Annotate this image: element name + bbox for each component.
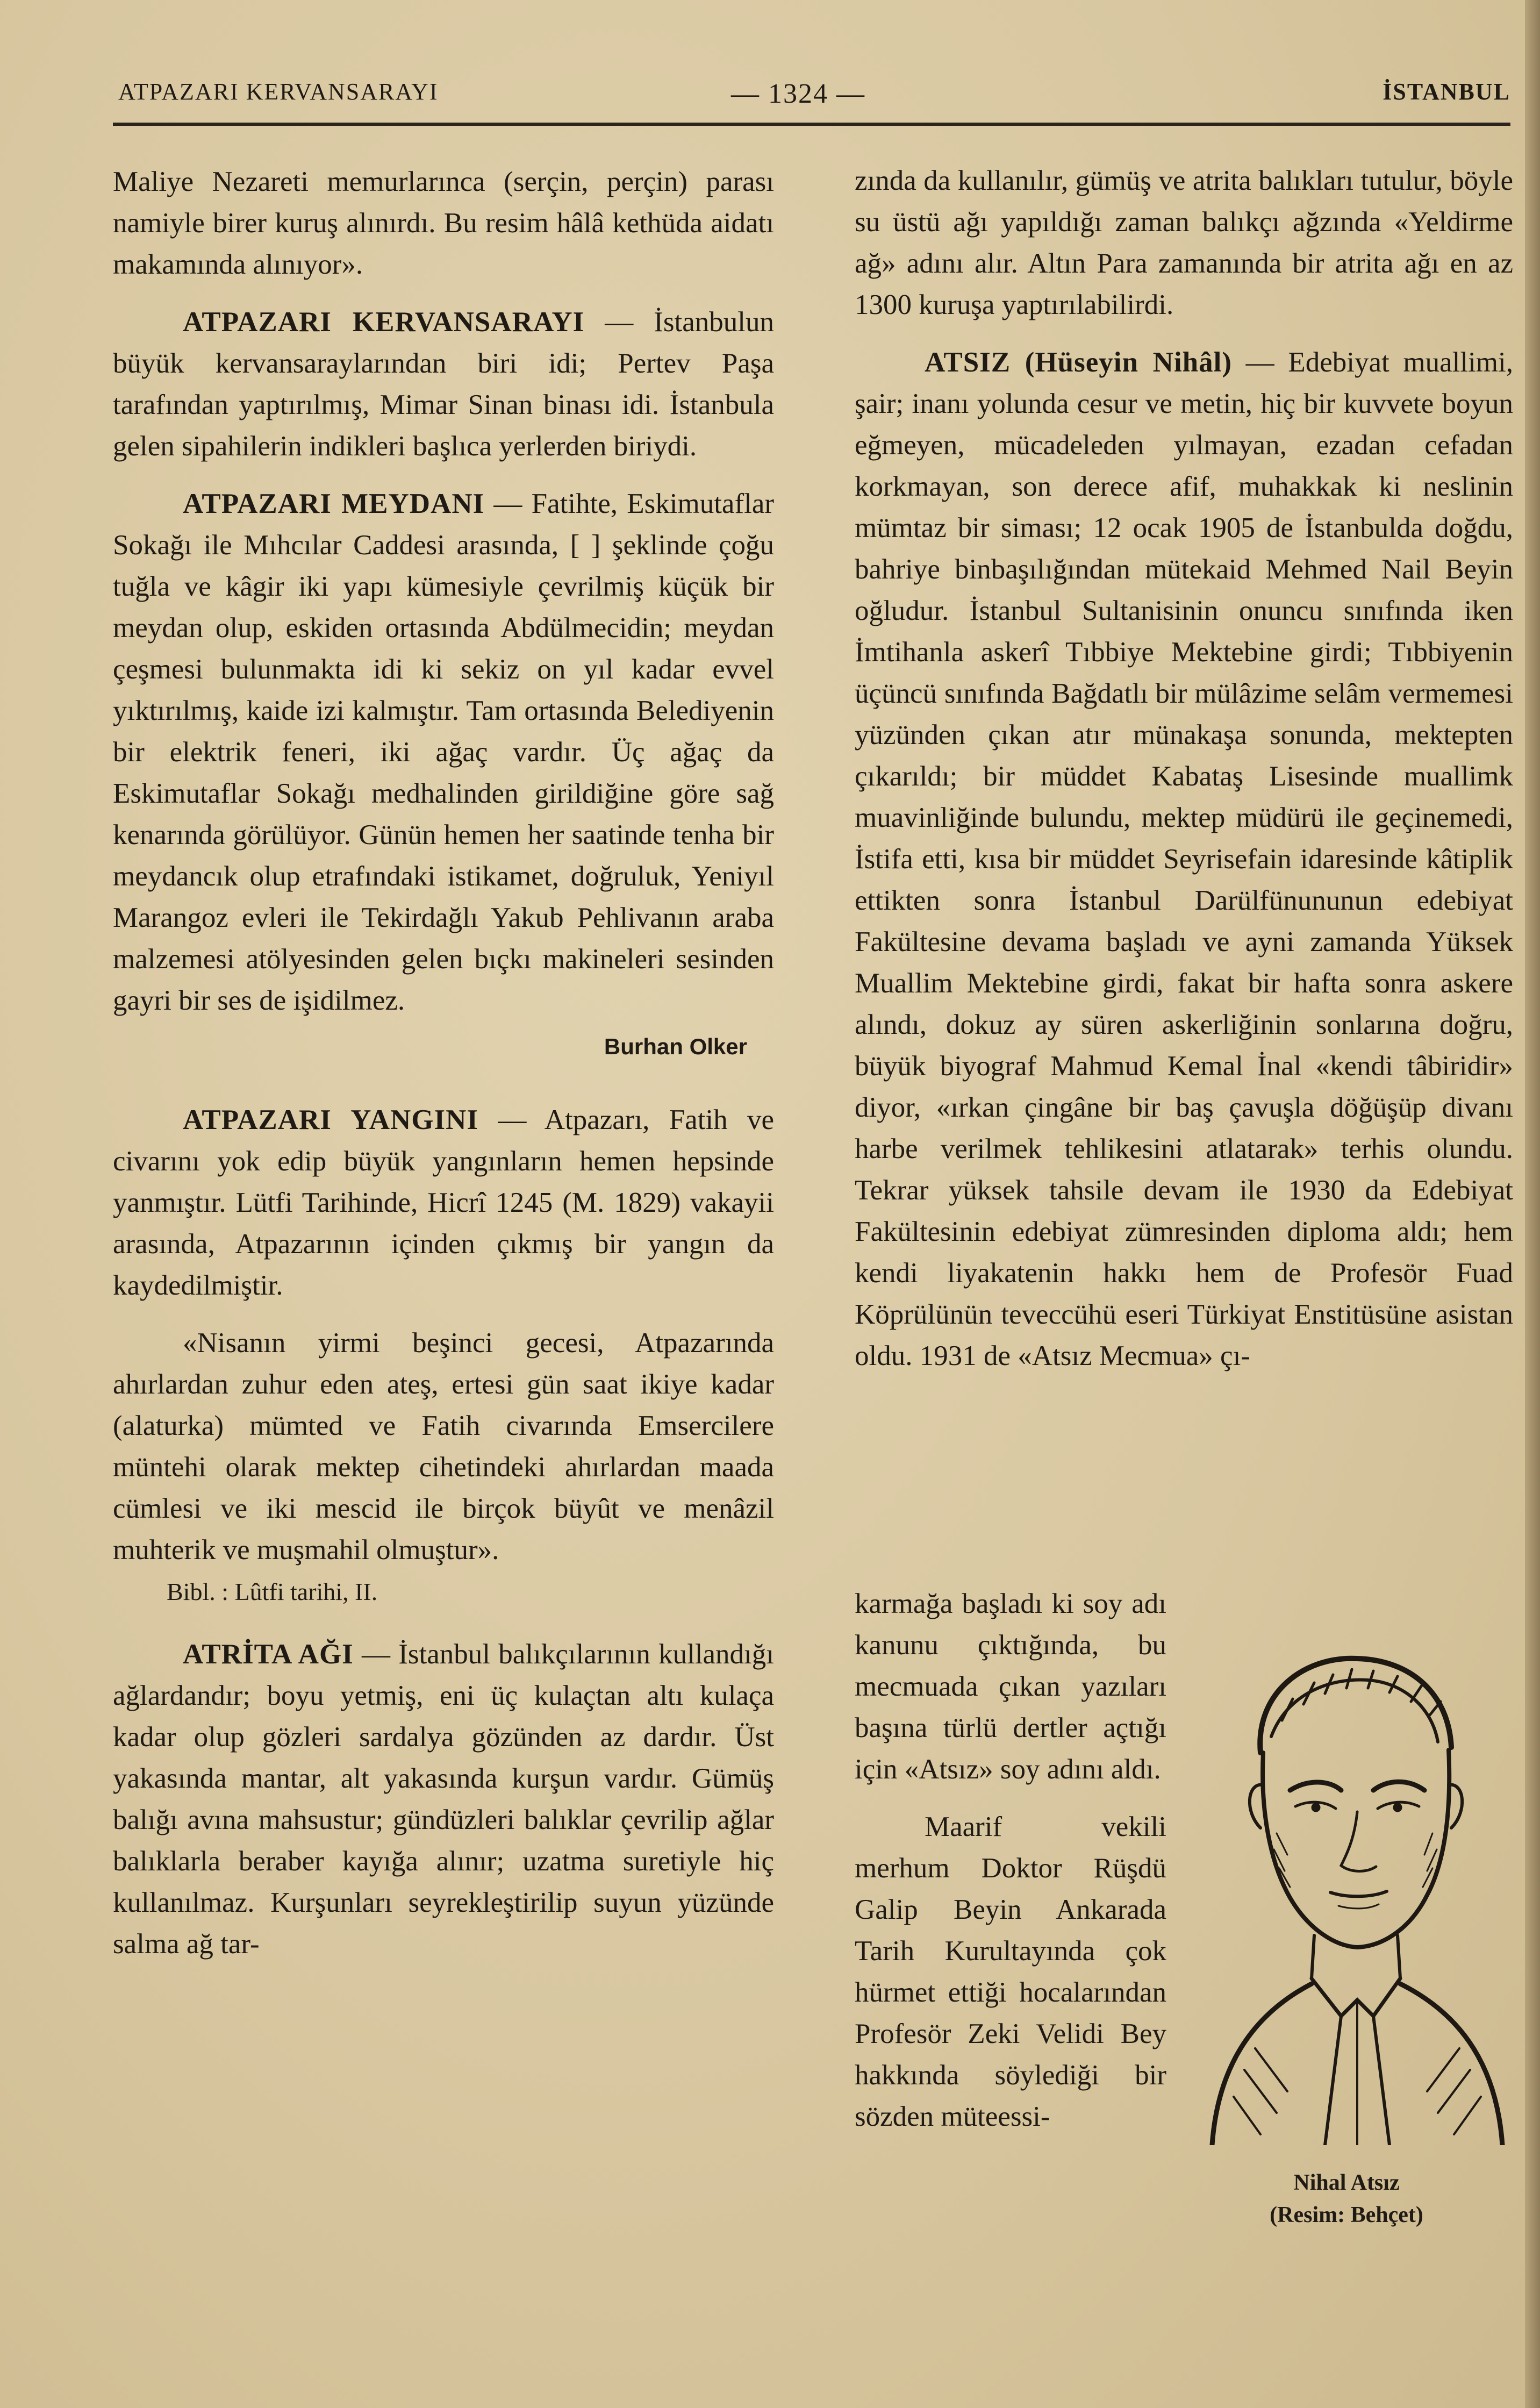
header-section-title: ATPAZARI KERVANSARAYI — [118, 78, 439, 105]
page-edge-shadow — [1525, 0, 1540, 2408]
entry-heading: ATPAZARI KERVANSARAYI — [183, 306, 585, 338]
left-column — [113, 161, 774, 1965]
running-header — [118, 78, 1510, 110]
entry-text: — İstanbulun büyük kervansaraylarından biri idi; Pertev Paşa tarafından yaptırılmış, Mimar Sinan binası idi. İstanbula gelen sipahilerin indikleri başlıca yerlerden biriydi. — [113, 306, 774, 462]
quoted-passage: «Nisanın yirmi beşinci gecesi, Atpazarında ahırlardan zuhur eden ateş, ertesi gün saat ikiye kadar (alaturka) mümted ve Fatih civarında Emsercilere müntehi olarak mektep cihetindeki ahırlardan maada cümlesi ve iki mescid ile birçok büyût ve menâzil muhterik ve muşmahil olmuştur». — [113, 1327, 774, 1566]
entry-heading: ATRİTA AĞI — [183, 1639, 354, 1670]
entry-heading: ATPAZARI YANGINI — [183, 1104, 478, 1135]
author-signature: Burhan Olker — [604, 1034, 747, 1059]
paragraph: zında da kullanılır, gümüş ve atrita balıkları tutulur, böyle su üstü ağı yapıldığı zaman balıkçı ağzında «Yeldirme ağ» adını alır. Altın Para zamanında bir atrita ağı en az 1300 kuruşa yaptırılabilirdi. — [855, 165, 1513, 320]
entry-yangini — [113, 1099, 774, 1306]
narrow-column — [855, 1583, 1166, 2138]
entry-heading: ATSIZ (Hüseyin Nihâl) — [925, 347, 1233, 378]
portrait-illustration — [1180, 1629, 1513, 2145]
entry-text: — Edebiyat muallimi, şair; inanı yolunda cesur ve metin, hiç bir kuvvete boyun eğmeyen, mücadeleden yılmayan, ezadan cefadan korkmayan, son derece afif, muhakkak ki neslinin mümtaz bir siması; 12 ocak 1905 de İstanbulda doğdu, bahriye binbaşılığından mütekaid Mehmed Nail Beyin oğludur. İstanbul Sultanisinin onuncu sınıfında iken İmtihanla askerî Tıbbiye Mektebine girdi; Tıbbiyenin üçüncü sınıfında Bağdatlı bir mülâzime selâm vermemesi yüzünden çıkan atır münakaşa sonunda, mektepten çıkarıldı; bir müddet Kabataş Lisesinde muallimk muavinliğinde bulundu, mektep müdürü ile geçinemedi, İstifa etti, kısa bir müddet Seyrisefain idaresinde kâtiplik ettikten sonra İstanbul Darülfünununun edebiyat Fakültesine devama başladı ve ayni zamanda Yüksek Muallim Mektebine girdi, fakat bir hafta sonra askere alındı, dokuz ay süren askerliğinin sonlarına doğru, büyük biyograf Mahmud Kemal İnal «kendi tâbiridir» diyor, «ırkan çingâne bir baş çavuşla döğüşüp divanı harbe verilmek tehlikesini atlatarak» terhis olundu. Tekrar yüksek tahsile devam ile 1930 da Edebiyat Fakültesinin edebiyat zümresinden diploma aldı; hem kendi liyakatenin hakkı hem de Profesör Fuad Köprülünün teveccühü eseri Türkiyat Enstitüsüne asistan oldu. 1931 de «Atsız Mecmua» çı- — [855, 347, 1513, 1371]
entry-meydani — [113, 483, 774, 1021]
entry-heading: ATPAZARI MEYDANI — [183, 488, 485, 519]
caption-credit: (Resim: Behçet) — [1270, 2203, 1423, 2227]
paragraph: Maarif vekili merhum Doktor Rüşdü Galip Beyin Ankarada Tarih Kurultayında çok hürmet ettiği hocalarından Profesör Zeki Velidi Bey hakkında söylediği bir sözden müteessi- — [855, 1811, 1166, 2132]
paragraph: Maliye Nezareti memurlarınca (serçin, perçin) parası namiyle birer kuruş alınırdı. Bu resim hâlâ kethüda aidatı makamında alınıyor». — [113, 166, 774, 280]
paragraph: karmağa başladı ki soy adı kanunu çıktığında, bu mecmuada çıkan yazıları başına türlü dertler açtığı için «Atsız» soy adını aldı. — [855, 1588, 1166, 1785]
bibliography: Bibl. : Lûtfi tarihi, II. — [167, 1578, 378, 1605]
entry-atsiz — [855, 342, 1513, 1377]
right-column — [855, 160, 1513, 1377]
entry-text: — İstanbul balıkçılarının kullandığı ağlardandır; boyu yetmiş, eni üç kulaçtan altı kulaça kadar olup gözleri sardalya gözünden az dardır. Üst yakasında mantar, alt yakasında kurşun vardır. Gümüş balığı avına mahsustur; gündüzleri balıklar çevrilip ağlar balıklarla beraber kayığa alınır; uzatma suretiyle hiç kullanılmaz. Kurşunları seyrekleştirilip suyun yüzünde salma ağ tar- — [113, 1639, 775, 1960]
portrait-caption — [1196, 2167, 1497, 2231]
page-number: — 1324 — — [731, 78, 865, 109]
entry-kervansarayi — [113, 302, 774, 467]
caption-name: Nihal Atsız — [1293, 2170, 1400, 2195]
header-volume-title: İSTANBUL — [1383, 78, 1510, 105]
entry-text: — Fatihte, Eskimutaflar Sokağı ile Mıhcılar Caddesi arasında, [ ] şeklinde çoğu tuğla ve kâgir iki yapı kümesiyle çevrilmiş küçük bir meydan olup, eskiden ortasında Abdülmecidin; meydan çeşmesi bulunmakta idi ki sekiz on yıl kadar evvel yıktırılmış, kaide izi kalmıştır. Tam ortasında Belediyenin bir elektrik feneri, iki ağaç vardır. Üç ağaç da Eskimutaflar Sokağı medhalinden girildiğine göre sağ kenarında görülüyor. Günün hemen her saatinde tenha bir meydancık olup etrafındaki istikamet, doğruluk, Yeniyıl Marangoz evleri ile Tekirdağlı Yakub Pehlivanın araba malzemesi atölyesinden gelen bıçkı makineleri sesinden gayri bir ses de işidilmez. — [113, 488, 774, 1016]
entry-atrita — [113, 1634, 774, 1965]
entry-text: — Atpazarı, Fatih ve civarını yok edip büyük yangınların hemen hepsinde yanmıştır. Lütfi Tarihinde, Hicrî 1245 (M. 1829) vakayii arasında, Atpazarının içinden çıkmış bir yangın da kaydedilmiştir. — [113, 1104, 774, 1301]
header-rule — [113, 123, 1510, 126]
